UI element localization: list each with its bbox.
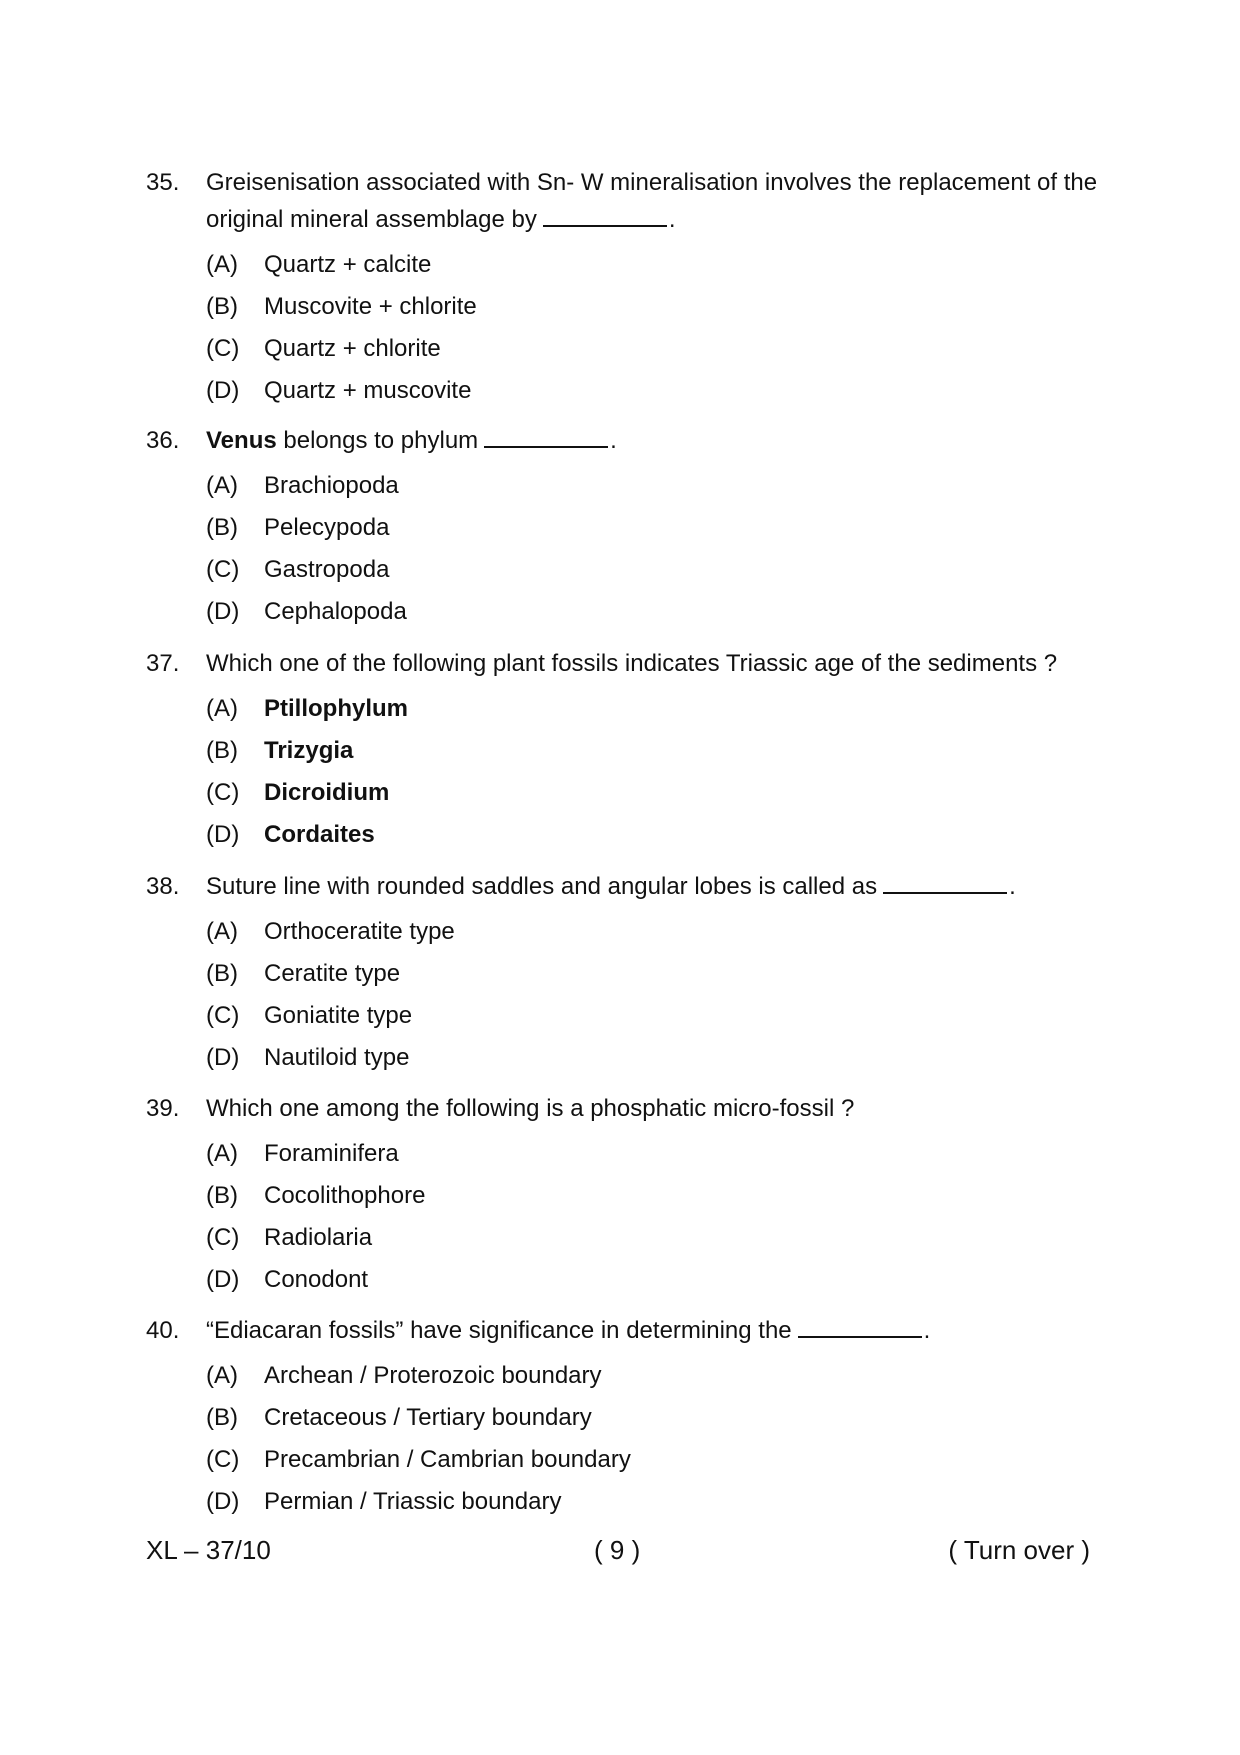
option-b: (B) Cretaceous / Tertiary boundary: [206, 1403, 592, 1431]
options-list: [206, 243, 1106, 411]
options-list: [206, 464, 1106, 632]
question-number: 40.: [146, 1317, 180, 1344]
answer-blank: [798, 1318, 922, 1338]
option-c: (C) Goniatite type: [206, 1001, 413, 1029]
question-text: Which one among the following is a phosphatic micro-fossil ?: [206, 1095, 855, 1122]
turn-over-note: ( Turn over ): [948, 1535, 1090, 1565]
option-d: (D) Conodont: [206, 1265, 369, 1293]
question-text: “Ediacaran fossils” have significance in determining the .: [206, 1317, 931, 1344]
question-38: [146, 868, 1106, 1078]
option-a: (A) Foraminifera: [206, 1139, 399, 1167]
option-b: (B) Pelecypoda: [206, 513, 390, 541]
option-c: (C) Quartz + chlorite: [206, 334, 441, 362]
question-40: [146, 1312, 1106, 1522]
question-37: [146, 645, 1106, 855]
option-d: (D) Permian / Triassic boundary: [206, 1487, 562, 1515]
question-36: [146, 422, 1106, 632]
option-d: (D) Nautiloid type: [206, 1043, 410, 1071]
question-number: 36.: [146, 427, 180, 454]
question-text: Suture line with rounded saddles and angular lobes is called as .: [206, 873, 1016, 900]
page-number: ( 9 ): [594, 1535, 641, 1565]
option-a: (A) Ptillophylum: [206, 694, 408, 722]
question-number: 37.: [146, 650, 180, 677]
options-list: [206, 1354, 1106, 1522]
question-number: 39.: [146, 1095, 180, 1122]
question-39: [146, 1090, 1106, 1300]
question-text: Greisenisation associated with Sn- W mineralisation involves the replacement of the original mineral assemblage by .: [206, 169, 1098, 233]
paper-code: XL – 37/10: [146, 1535, 271, 1565]
answer-blank: [883, 874, 1007, 894]
option-c: (C) Precambrian / Cambrian boundary: [206, 1445, 631, 1473]
option-c: (C) Dicroidium: [206, 778, 390, 806]
answer-blank: [543, 207, 667, 227]
option-d: (D) Cordaites: [206, 820, 375, 848]
options-list: [206, 687, 1106, 855]
question-number: 35.: [146, 169, 180, 196]
question-text: Which one of the following plant fossils indicates Triassic age of the sediments ?: [206, 650, 1058, 677]
question-number: 38.: [146, 873, 180, 900]
option-d: (D) Quartz + muscovite: [206, 376, 472, 404]
option-d: (D) Cephalopoda: [206, 597, 407, 625]
option-c: (C) Gastropoda: [206, 555, 390, 583]
option-b: (B) Trizygia: [206, 736, 354, 764]
question-text: Venus belongs to phylum .: [206, 427, 617, 454]
options-list: [206, 1132, 1106, 1300]
option-a: (A) Orthoceratite type: [206, 917, 455, 945]
option-b: (B) Ceratite type: [206, 959, 401, 987]
option-a: (A) Quartz + calcite: [206, 250, 432, 278]
option-b: (B) Muscovite + chlorite: [206, 292, 477, 320]
options-list: [206, 910, 1106, 1078]
question-35: [146, 164, 1106, 411]
answer-blank: [484, 428, 608, 448]
option-c: (C) Radiolaria: [206, 1223, 373, 1251]
option-a: (A) Archean / Proterozoic boundary: [206, 1361, 602, 1389]
option-a: (A) Brachiopoda: [206, 471, 399, 499]
option-b: (B) Cocolithophore: [206, 1181, 426, 1209]
